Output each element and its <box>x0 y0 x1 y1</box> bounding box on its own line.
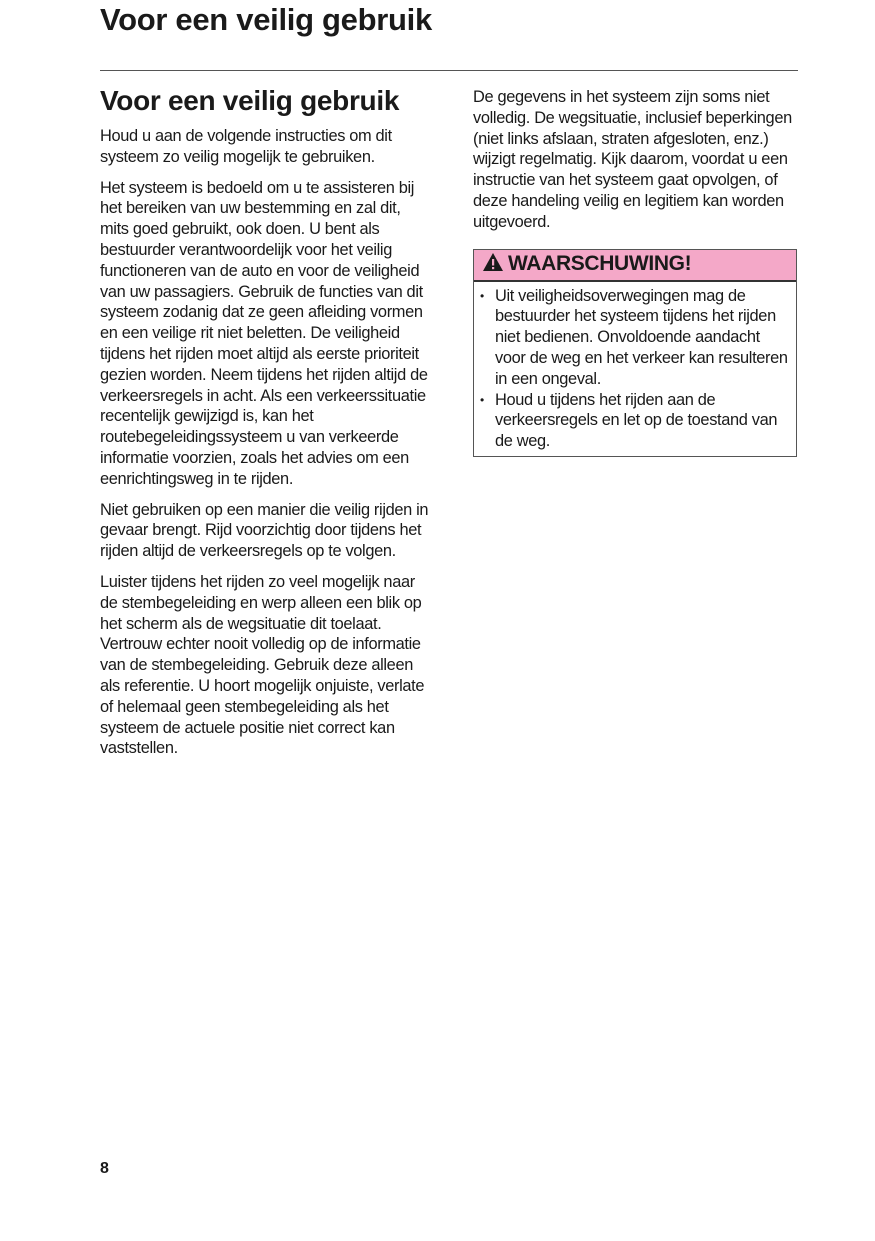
header-divider <box>100 70 798 71</box>
section-title: Voor een veilig gebruik <box>100 85 400 116</box>
right-column <box>473 87 803 457</box>
paragraph: De gegevens in het systeem zijn soms niet volledig. De wegsituatie, inclusief beperkingen (niet links afslaan, straten afgesloten, enz.) wijzigt regelmatig. Kijk daarom, voordat u een instructie van het systeem gaat opvolgen, of deze handeling veilig en legitiem kan worden uitgevoerd. <box>473 88 792 231</box>
page-number: 8 <box>100 1160 109 1177</box>
left-column <box>100 84 430 769</box>
warning-item: • Uit veiligheidsoverwegingen mag de bestuurder het systeem tijdens het rijden niet bedienen. Onvoldoende aandacht voor de weg en het verkeer kan resulteren in een ongeval. <box>480 286 790 390</box>
warning-triangle-icon <box>482 252 504 277</box>
warning-header <box>474 250 796 282</box>
warning-box <box>473 249 797 457</box>
warning-item: • Houd u tijdens het rijden aan de verkeersregels en let op de toestand van de weg. <box>480 390 790 452</box>
paragraph: Luister tijdens het rijden zo veel mogelijk naar de stembegeleiding en werp alleen een blik op het scherm als de wegsituatie dit toelaat. Vertrouw echter nooit volledig op de informatie van de stembegeleiding. Gebruik deze alleen als referentie. U hoort mogelijk onjuiste, verlate of helemaal geen stembegeleiding als het systeem de actuele positie niet correct kan vaststellen. <box>100 572 425 758</box>
paragraph: Niet gebruiken op een manier die veilig rijden in gevaar brengt. Rijd voorzichtig door tijdens het rijden altijd de verkeersregels op te volgen. <box>100 500 429 561</box>
warning-title: WAARSCHUWING! <box>508 252 692 276</box>
running-head: Voor een veilig gebruik <box>100 2 432 37</box>
paragraph: Het systeem is bedoeld om u te assisteren bij het bereiken van uw bestemming en zal dit, mits goed gebruikt, ook doen. U bent als bestuurder verantwoordelijk voor het veilig functioneren van de auto en voor de veiligheid van uw passagiers. Gebruik de functies van dit systeem zodanig dat ze geen afleiding vormen en een veilige rit niet beletten. De veiligheid tijdens het rijden moet altijd als eerste prioriteit gezien worden. Neem tijdens het rijden altijd de verkeersregels in acht. Als een verkeerssituatie recentelijk gewijzigd is, kan het routebegeleidingssysteem u van verkeerde informatie voorzien, zoals het advies om een eenrichtingsweg in te rijden. <box>100 178 428 488</box>
paragraph: Houd u aan de volgende instructies om dit systeem zo veilig mogelijk te gebruiken. <box>100 127 392 166</box>
